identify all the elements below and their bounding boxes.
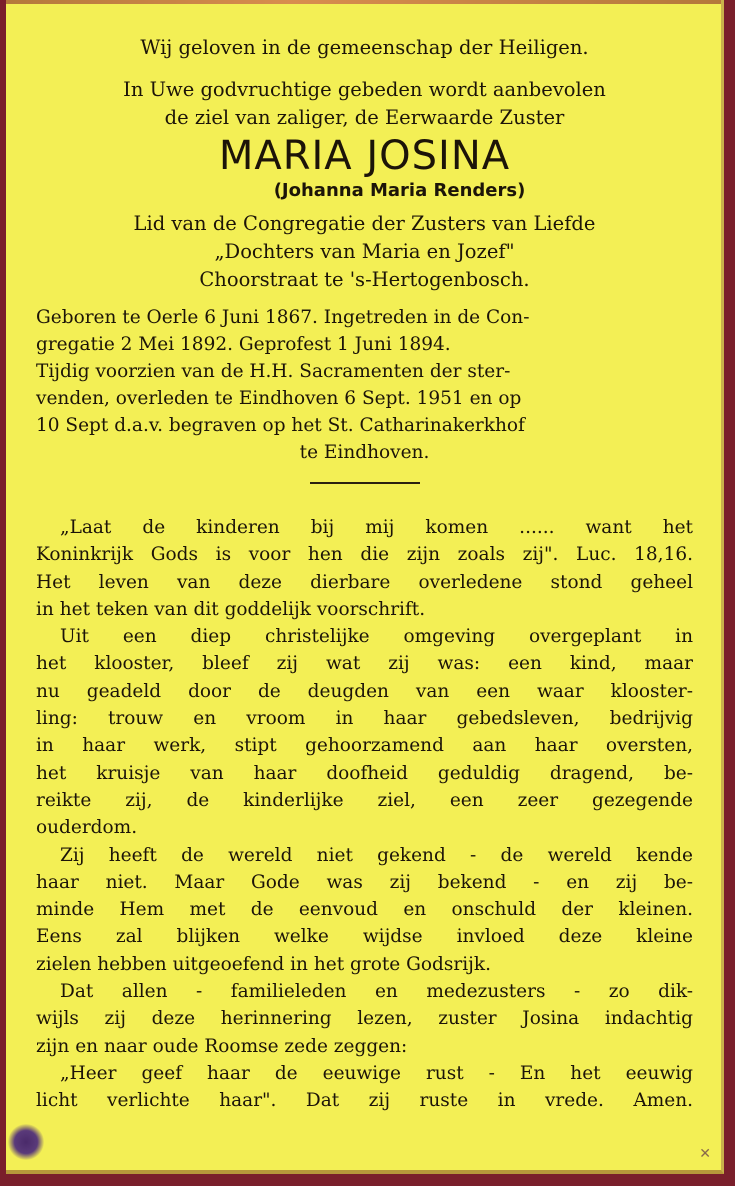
congregation-line-2: „Dochters van Maria en Jozef"	[214, 240, 515, 263]
top-edge-border	[6, 0, 721, 4]
bio-line-3: Tijdig voorzien van de H.H. Sacramenten der ster-	[36, 361, 511, 382]
bio-line-1: Geboren te Oerle 6 Juni 1867. Ingetreden in de Con-	[36, 307, 530, 328]
text-line: Uit een diep christelijke omgeving overgeplant in	[60, 626, 693, 648]
congregation-block	[36, 210, 693, 294]
text-line: ling: trouw en vroom in haar gebedsleven, bedrijvig	[36, 708, 693, 730]
bio-line-2: gregatie 2 Mei 1892. Geprofest 1 Juni 1894.	[36, 334, 451, 355]
text-line: licht verlichte haar". Dat zij ruste in vrede. Amen.	[36, 1090, 693, 1112]
birth-name: (Johanna Maria Renders)	[273, 180, 526, 201]
text-line: het klooster, bleef zij wat zij was: een kind, maar	[36, 653, 693, 675]
ink-stain	[8, 1124, 44, 1160]
text-line: minde Hem met de eenvoud en onschuld der kleinen.	[36, 899, 693, 921]
bio-line-5: 10 Sept d.a.v. begraven op het St. Catharinakerkhof	[36, 415, 525, 436]
text-line: Koninkrijk Gods is voor hen die zijn zoals zij". Luc. 18,16.	[36, 544, 693, 566]
religious-name: MARIA JOSINA	[218, 133, 511, 179]
corner-pencil-mark: ✕	[699, 1146, 711, 1162]
congregation-line-3: Choorstraat te 's-Hertogenbosch.	[199, 268, 530, 291]
recommend-line-1: In Uwe godvruchtige gebeden wordt aanbevolen	[123, 78, 606, 101]
text-line: haar niet. Maar Gode was zij bekend - en zij be-	[36, 871, 693, 893]
text-line: ouderdom.	[36, 817, 138, 839]
divider-rule	[310, 482, 420, 484]
bio-line-6: te Eindhoven.	[299, 442, 430, 463]
text-line: „Heer geef haar de eeuwige rust - En het eeuwig	[60, 1062, 693, 1084]
text-line: Eens zal blijken welke wijdse invloed deze kleine	[36, 926, 693, 948]
text-line: Zij heeft de wereld niet gekend - de wereld kende	[60, 844, 693, 866]
text-line: nu geadeld door de deugden van een waar klooster-	[36, 680, 693, 702]
text-line: in het teken van dit goddelijk voorschrift.	[36, 598, 426, 620]
motto: Wij geloven in de gemeenschap der Heiligen.	[140, 36, 589, 59]
text-line: „Laat de kinderen bij mij komen ...... want het	[60, 517, 693, 538]
body-text	[36, 514, 693, 1115]
bio-line-4: venden, overleden te Eindhoven 6 Sept. 1951 en op	[36, 388, 522, 409]
recommend-line-2: de ziel van zaliger, de Eerwaarde Zuster	[164, 106, 565, 129]
biography-block	[36, 304, 693, 466]
memorial-card	[6, 0, 724, 1174]
text-line: zielen hebben uitgeoefend in het grote Godsrijk.	[36, 953, 491, 975]
text-line: in haar werk, stipt gehoorzamend aan haar oversten,	[36, 735, 693, 757]
text-line: reikte zij, de kinderlijke ziel, een zeer gezegende	[36, 789, 693, 811]
text-line: Het leven van deze dierbare overledene stond geheel	[36, 571, 693, 593]
text-line: zijn en naar oude Roomse zede zeggen:	[36, 1035, 408, 1057]
intro-block	[36, 34, 693, 132]
text-line: het kruisje van haar doofheid geduldig dragend, be-	[36, 762, 693, 784]
congregation-line-1: Lid van de Congregatie der Zusters van Liefde	[133, 212, 596, 235]
text-line: wijls zij deze herinnering lezen, zuster Josina indachtig	[36, 1008, 693, 1030]
text-line: Dat allen - familieleden en medezusters - zo dik-	[60, 981, 693, 1003]
